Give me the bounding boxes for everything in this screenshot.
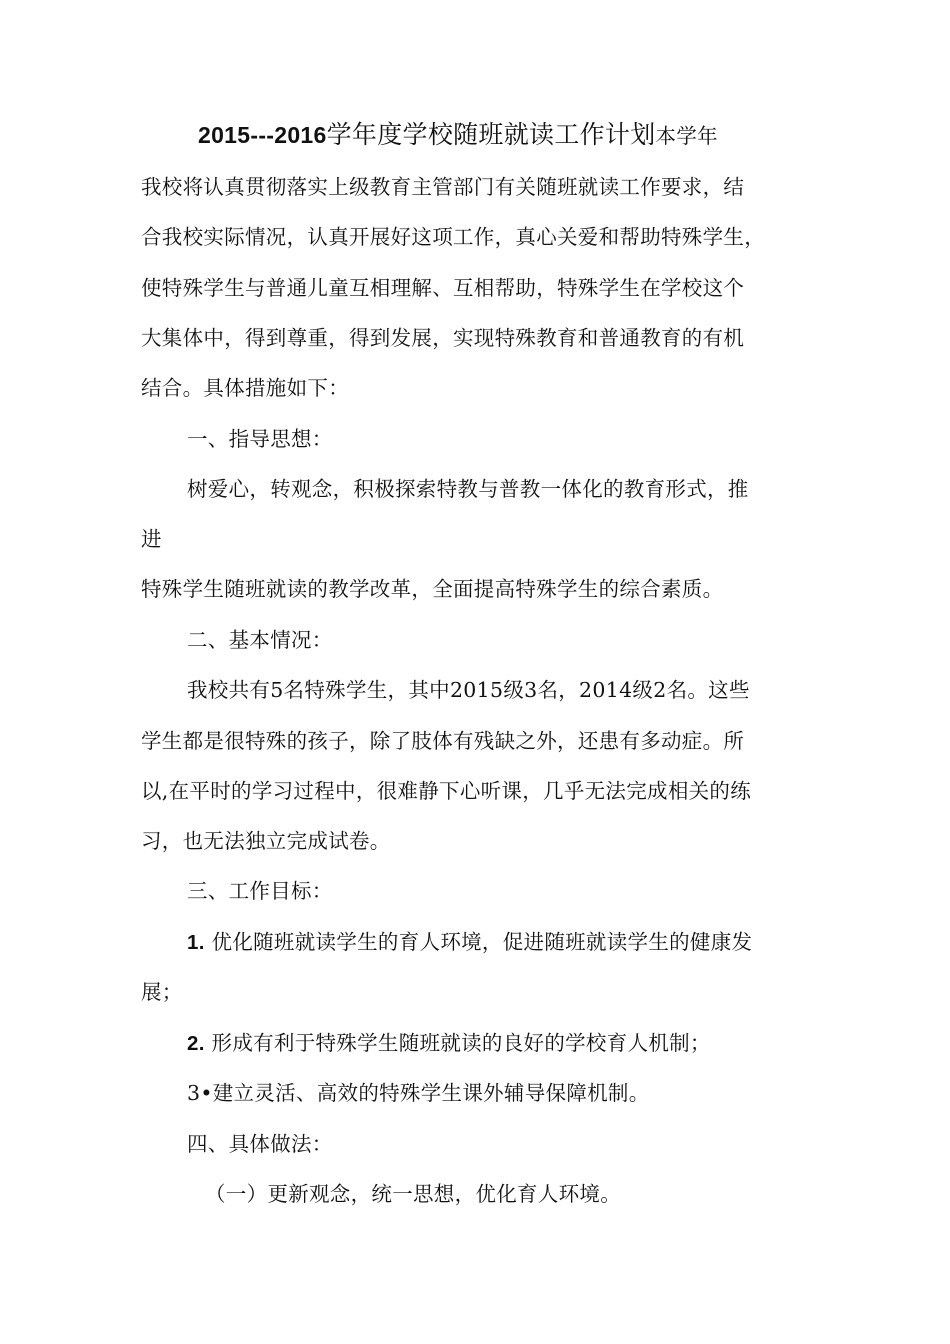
title-tail: 本学年 bbox=[655, 124, 718, 148]
section2-line-4: 习，也无法独立完成试卷。 bbox=[141, 829, 391, 853]
intro-line-5: 结合。具体措施如下： bbox=[141, 376, 349, 400]
intro-line-3: 使特殊学生与普通儿童互相理解、互相帮助，特殊学生在学校这个 bbox=[141, 276, 745, 300]
goal-2-number: 2. bbox=[187, 1032, 205, 1055]
goal-1-number: 1. bbox=[187, 931, 205, 954]
section1-line-3: 特殊学生随班就读的教学改革，全面提高特殊学生的综合素质。 bbox=[141, 577, 724, 601]
goal-1-text: 优化随班就读学生的育人环境，促进随班就读学生的健康发 bbox=[211, 930, 753, 954]
title-text: 学年度学校随班就读工作计划 bbox=[326, 120, 656, 149]
section2-heading: 二、基本情况： bbox=[187, 628, 333, 652]
goal-2-text: 形成有利于特殊学生随班就读的良好的学校育人机制； bbox=[211, 1031, 711, 1055]
section4-heading: 四、具体做法： bbox=[187, 1132, 333, 1156]
goal-1-continuation: 展； bbox=[141, 980, 183, 1004]
section2-line-1: 我校共有5名特殊学生，其中2015级3名，2014级2名。这些 bbox=[187, 678, 750, 702]
document-title bbox=[198, 120, 718, 151]
section1-line-1: 树爱心，转观念，积极探索特教与普教一体化的教育形式，推 bbox=[187, 477, 749, 501]
intro-line-1: 我校将认真贯彻落实上级教育主管部门有关随班就读工作要求，结 bbox=[141, 175, 745, 199]
goal-3: 3•建立灵活、高效的特殊学生课外辅导保障机制。 bbox=[187, 1081, 650, 1105]
section3-heading: 三、工作目标： bbox=[187, 879, 333, 903]
section1-heading: 一、指导思想： bbox=[187, 427, 333, 451]
section2-line-3: 以,在平时的学习过程中，很难静下心听课，几乎无法完成相关的练 bbox=[141, 779, 752, 803]
section2-line-2: 学生都是很特殊的孩子，除了肢体有残缺之外，还患有多动症。所 bbox=[141, 729, 745, 753]
intro-line-4: 大集体中，得到尊重，得到发展，实现特殊教育和普通教育的有机 bbox=[141, 326, 745, 350]
subsection-1-heading: （一）更新观念，统一思想，优化育人环境。 bbox=[205, 1182, 621, 1206]
title-year-range: 2015---2016 bbox=[198, 122, 327, 148]
goal-2 bbox=[187, 1028, 711, 1059]
section1-line-2: 进 bbox=[141, 527, 162, 551]
intro-line-2: 合我校实际情况，认真开展好这项工作，真心关爱和帮助特殊学生， bbox=[141, 225, 765, 249]
goal-1 bbox=[187, 927, 752, 958]
